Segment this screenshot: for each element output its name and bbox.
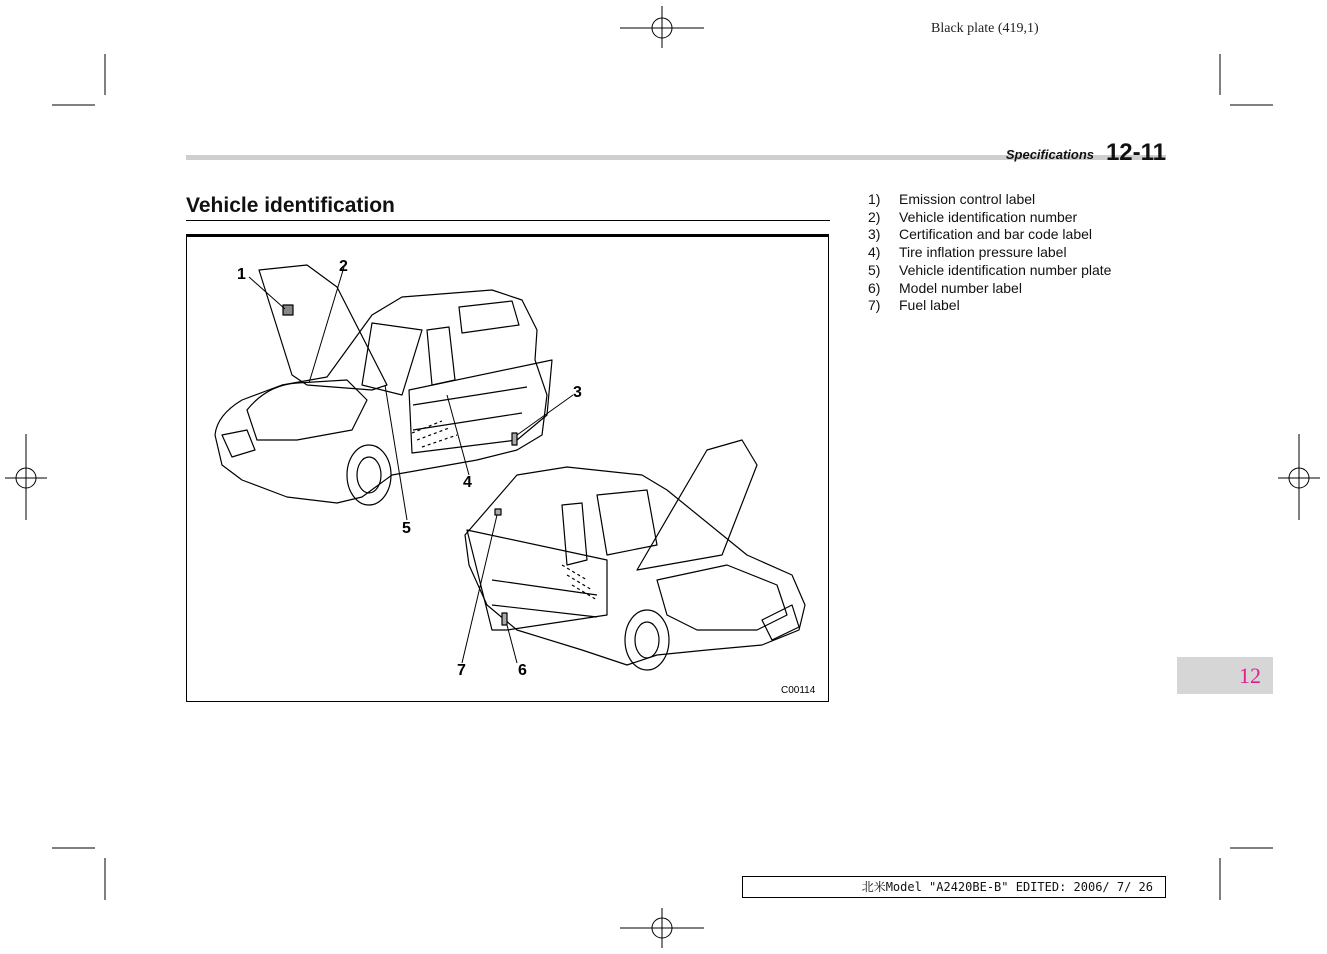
legend-item: 4) Tire inflation pressure label xyxy=(868,244,1067,261)
legend-item: 7) Fuel label xyxy=(868,297,960,314)
legend-list xyxy=(868,191,1111,315)
legend-item: 6) Model number label xyxy=(868,279,1022,296)
legend-item: 2) Vehicle identification number xyxy=(868,208,1078,225)
plate-label: Black plate (419,1) xyxy=(931,21,1039,36)
title-rule xyxy=(186,220,830,221)
car1-seat xyxy=(427,327,455,385)
section-name: Specifications xyxy=(1005,147,1094,162)
callout-5: 5 xyxy=(402,520,411,537)
chapter-tab xyxy=(1177,657,1273,694)
car2-windshield xyxy=(597,490,657,555)
callout-7: 7 xyxy=(457,662,466,679)
callout-6: 6 xyxy=(518,662,527,679)
legend-item: 1) Emission control label xyxy=(868,191,1036,207)
callout-1: 1 xyxy=(237,266,246,283)
car2-rear-wheel xyxy=(625,610,669,670)
page-title: Vehicle identification xyxy=(186,194,395,217)
callout-3: 3 xyxy=(573,384,582,401)
legend-item: 5) Vehicle identification number plate xyxy=(868,261,1112,278)
chapter-tab-number: 12 xyxy=(1239,663,1261,688)
label-1-marker xyxy=(283,305,293,315)
callout-4: 4 xyxy=(463,474,472,491)
car1-windshield xyxy=(362,323,422,395)
car1-grille xyxy=(222,430,255,457)
label-7-marker xyxy=(495,509,501,515)
car2-hood-open xyxy=(637,440,757,570)
page-number: 12-11 xyxy=(1105,139,1166,166)
label-3-marker xyxy=(512,433,517,445)
vehicle-illustration-figure xyxy=(186,234,829,702)
car2-engine xyxy=(657,565,787,630)
car1-engine xyxy=(247,380,367,440)
car1-front-wheel xyxy=(347,445,391,505)
figure-code: C00114 xyxy=(781,685,816,696)
car1-hood-open xyxy=(259,265,387,390)
vehicle-illustration xyxy=(187,235,828,701)
car2-grille xyxy=(762,605,799,640)
car2-seat xyxy=(562,503,587,565)
label-6-marker xyxy=(502,613,507,625)
edit-footer: 北米Model "A2420BE-B" EDITED: 2006/ 7/ 26 xyxy=(742,876,1166,898)
legend-item: 3) Certification and bar code label xyxy=(868,226,1093,243)
callout-2: 2 xyxy=(339,258,348,275)
